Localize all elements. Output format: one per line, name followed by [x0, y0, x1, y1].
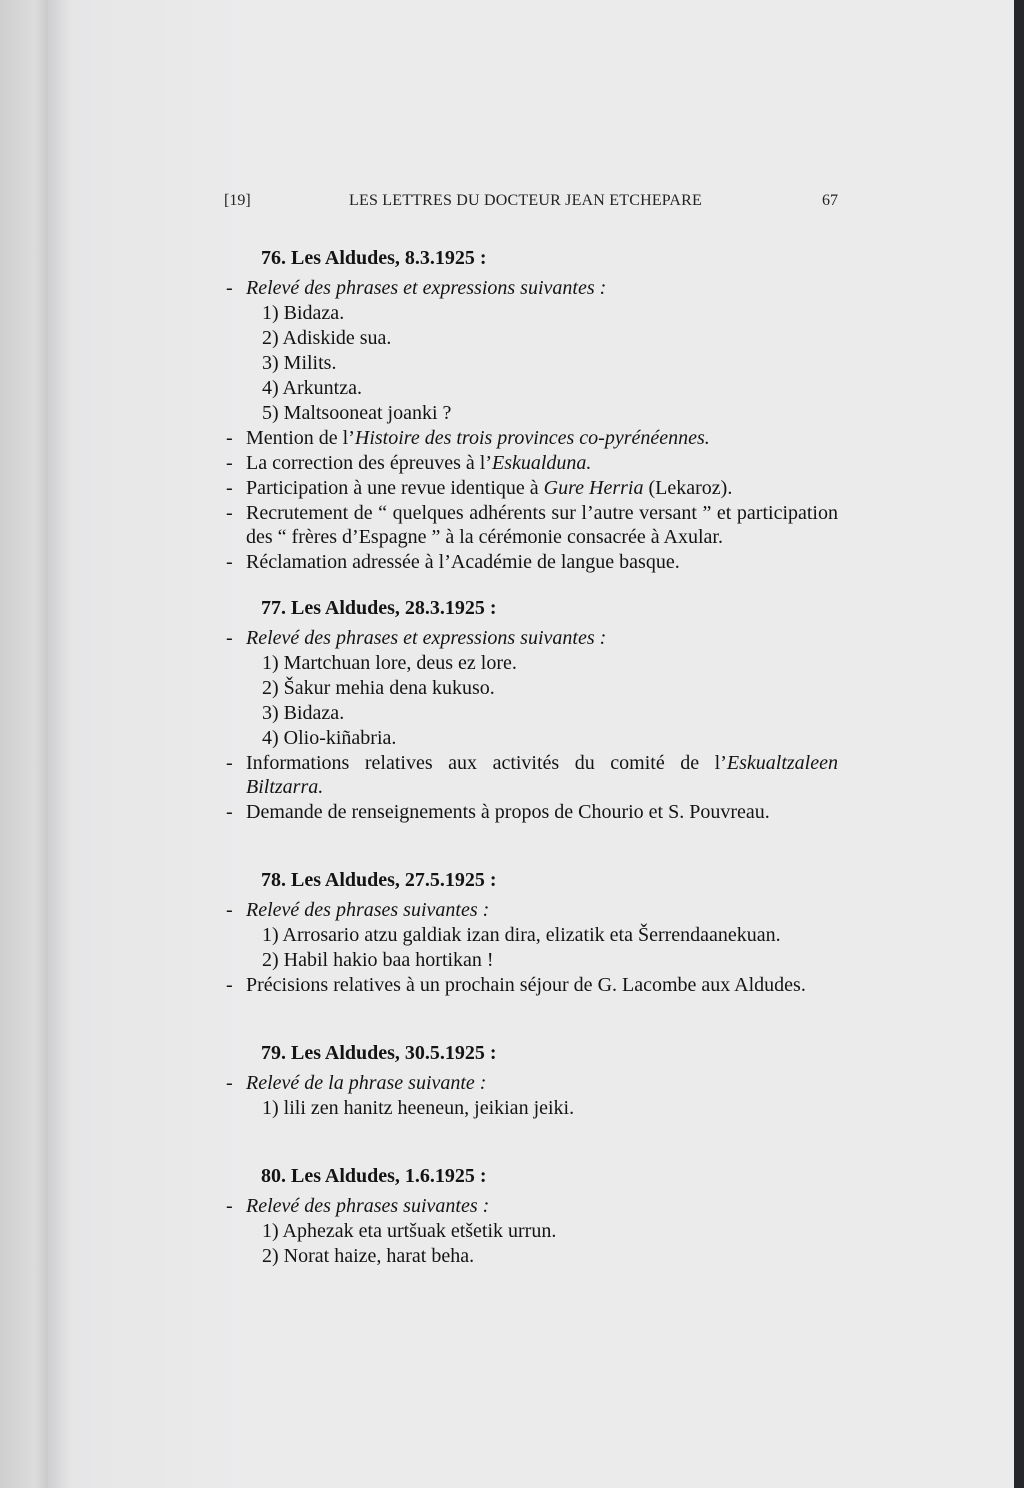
numbered-list — [262, 651, 838, 750]
header-title: LES LETTRES DU DOCTEUR JEAN ETCHEPARE — [349, 192, 703, 209]
note: - La correction des épreuves à l’Eskualduna. — [224, 451, 838, 475]
list-item: 5) Maltsooneat joanki ? — [262, 402, 452, 424]
note: - Demande de renseignements à propos de Chourio et S. Pouvreau. — [224, 800, 838, 824]
entry-title: 78. Les Aldudes, 27.5.1925 : — [261, 869, 497, 891]
note: - Informations relatives aux activités du comité de l’Eskualtzaleen Biltzarra. — [224, 751, 838, 799]
list-item: 1) Bidaza. — [262, 302, 345, 324]
letter-entry-80 — [224, 1164, 838, 1268]
letter-entry-78 — [224, 868, 838, 997]
list-item: 1) lili zen hanitz heeneun, jeikian jeiki. — [262, 1097, 575, 1119]
header-section-number: [19] — [224, 192, 251, 209]
entry-title: 76. Les Aldudes, 8.3.1925 : — [261, 247, 487, 269]
list-item: 4) Arkuntza. — [262, 377, 362, 399]
entry-intro: - Relevé des phrases suivantes : — [224, 898, 838, 922]
spacer — [224, 846, 838, 868]
list-item: 2) Habil hakio baa hortikan ! — [262, 949, 494, 971]
list-item: 2) Norat haize, harat beha. — [262, 1245, 475, 1267]
note: - Participation à une revue identique à Gure Herria (Lekaroz). — [224, 476, 838, 500]
note: - Réclamation adressée à l’Académie de langue basque. — [224, 550, 838, 574]
page-number: 67 — [822, 192, 838, 209]
entry-intro: - Relevé de la phrase suivante : — [224, 1071, 838, 1095]
spacer — [224, 1142, 838, 1164]
list-item: 3) Bidaza. — [262, 702, 345, 724]
letter-entry-79 — [224, 1041, 838, 1120]
letter-entry-76 — [224, 246, 838, 574]
entry-intro: - Relevé des phrases et expressions suivantes : — [224, 626, 838, 650]
entry-title: 79. Les Aldudes, 30.5.1925 : — [261, 1042, 497, 1064]
numbered-list — [262, 1219, 838, 1268]
list-item: 1) Martchuan lore, deus ez lore. — [262, 652, 517, 674]
entry-title: 80. Les Aldudes, 1.6.1925 : — [261, 1165, 487, 1187]
page-body — [224, 246, 838, 1290]
list-item: 2) Šakur mehia dena kukuso. — [262, 677, 495, 699]
entry-intro: - Relevé des phrases suivantes : — [224, 1194, 838, 1218]
list-item: 2) Adiskide sua. — [262, 327, 392, 349]
letter-entry-77 — [224, 596, 838, 824]
note: - Mention de l’Histoire des trois provinces co-pyrénéennes. — [224, 426, 838, 450]
entry-title: 77. Les Aldudes, 28.3.1925 : — [261, 597, 497, 619]
numbered-list — [262, 1096, 838, 1120]
note: - Recrutement de “ quelques adhérents sur l’autre versant ” et participation des “ frères d’Espagne ” à la cérémonie consacrée à Axular. — [224, 501, 838, 549]
note: - Précisions relatives à un prochain séjour de G. Lacombe aux Aldudes. — [224, 973, 838, 997]
list-item: 1) Aphezak eta urtšuak etšetik urrun. — [262, 1220, 557, 1242]
list-item: 1) Arrosario atzu galdiak izan dira, elizatik eta Šerrendaanekuan. — [262, 924, 781, 946]
list-item: 4) Olio-kiñabria. — [262, 727, 397, 749]
entry-intro: - Relevé des phrases et expressions suivantes : — [224, 276, 838, 300]
numbered-list — [262, 301, 838, 425]
list-item: 3) Milits. — [262, 352, 337, 374]
numbered-list — [262, 923, 838, 972]
spacer — [224, 1019, 838, 1041]
